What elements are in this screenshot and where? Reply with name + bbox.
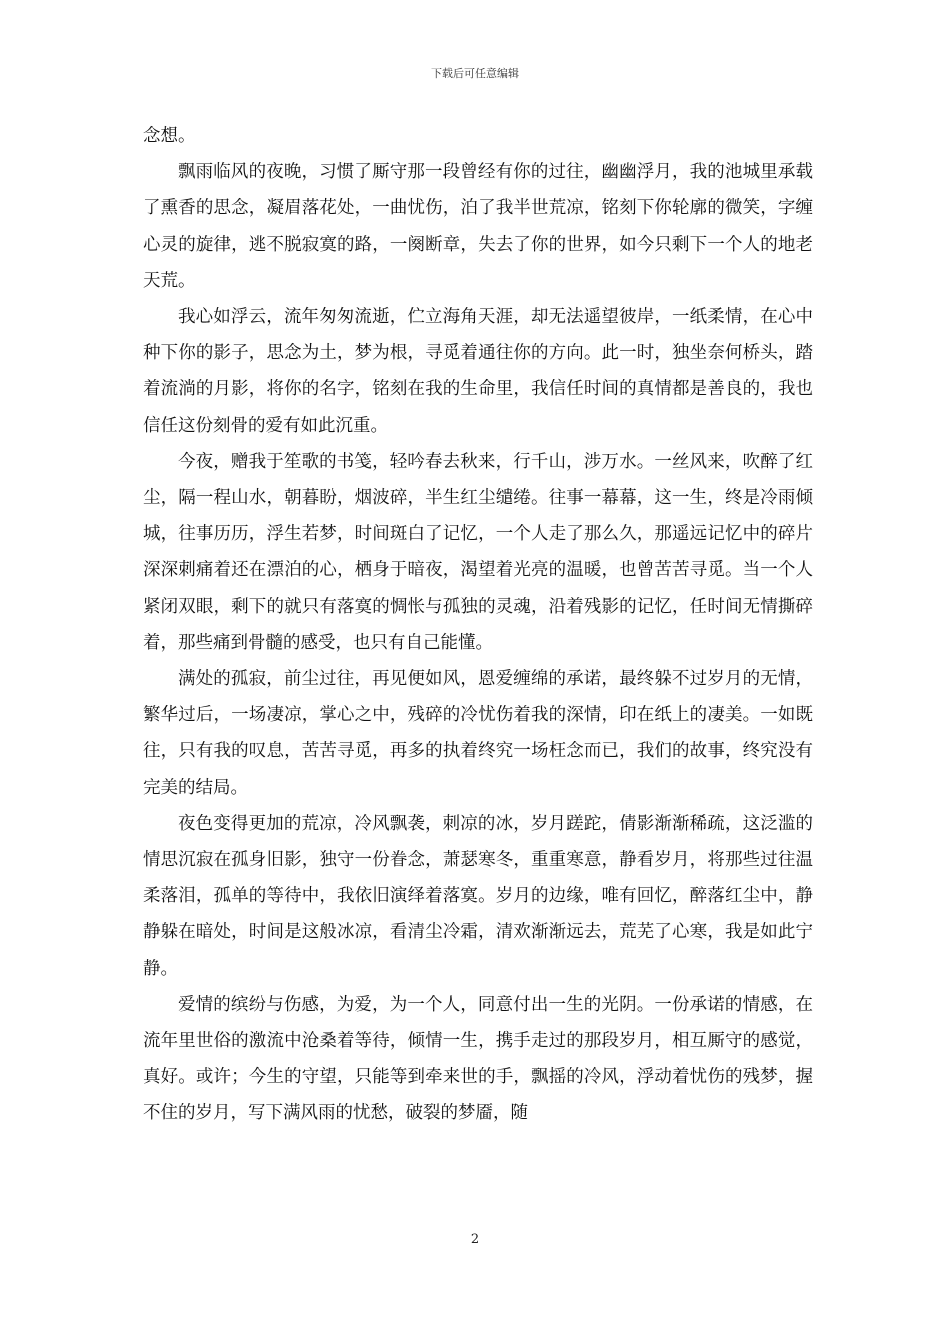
paragraph: 满处的孤寂，前尘过往，再见便如风，恩爱缠绵的承诺，最终躲不过岁月的无情，繁华过后，一场凄凉，掌心之中，残碎的冷忧伤着我的深情，印在纸上的凄美。一如既往，只有我的叹息，苦苦寻觅，再多的执着终究一场枉念而已，我们的故事，终究没有完美的结局。: [143, 669, 813, 798]
page-number: 2: [470, 1232, 480, 1247]
paragraph: 爱情的缤纷与伤感，为爱，为一个人，同意付出一生的光阴。一份承诺的情感，在流年里世俗的激流中沧桑着等待，倾情一生，携手走过的那段岁月，相互厮守的感觉，真好。或许；今生的守望，只能等到牵来世的手，飘摇的冷风，浮动着忧伤的残梦，握不住的岁月，写下满风雨的忧愁，破裂的梦靥，随: [143, 994, 813, 1124]
paragraph: 夜色变得更加的荒凉，冷风飘袭，刺凉的冰，岁月蹉跎，倩影渐渐稀疏，这泛滥的情思沉寂在孤身旧影，独守一份眷念，萧瑟寒冬，重重寒意，静看岁月，将那些过往温柔落泪，孤单的等待中，我依旧演绎着落寞。岁月的边缘，唯有回忆，醉落红尘中，静静躲在暗处，时间是这般冰凉，看清尘冷霜，清欢渐渐远去，荒芜了心寒，我是如此宁静。: [143, 813, 813, 979]
paragraph: 飘雨临风的夜晚，习惯了厮守那一段曾经有你的过往，幽幽浮月，我的池城里承载了熏香的思念，凝眉落花处，一曲忧伤，泊了我半世荒凉，铭刻下你轮廓的微笑，字缠心灵的旋律，逃不脱寂寞的路，一阕断章，失去了你的世界，如今只剩下一个人的地老天荒。: [143, 162, 813, 291]
paragraph: 今夜，赠我于笙歌的书笺，轻吟春去秋来，行千山，涉万水。一丝风来，吹醉了红尘，隔一程山水，朝暮盼，烟波碎，半生红尘缱绻。往事一幕幕，这一生，终是冷雨倾城，往事历历，浮生若梦，时间斑白了记忆，一个人走了那么久，那遥远记忆中的碎片深深刺痛着还在漂泊的心，栖身于暗夜，渴望着光亮的温暖，也曾苦苦寻觅。当一个人紧闭双眼，剩下的就只有落寞的惆怅与孤独的灵魂，沿着残影的记忆，任时间无情撕碎着，那些痛到骨髓的感受，也只有自己能懂。: [143, 451, 813, 653]
page-header: 下载后可任意编辑: [431, 67, 519, 80]
paragraph: 我心如浮云，流年匆匆流逝，伫立海角天涯，却无法遥望彼岸，一纸柔情，在心中种下你的影子，思念为土，梦为根，寻觅着通往你的方向。此一时，独坐奈何桥头，踏着流淌的月影，将你的名字，铭刻在我的生命里，我信任时间的真情都是善良的，我也信任这份刻骨的爱有如此沉重。: [143, 307, 813, 436]
paragraph-continuation: 念想。: [143, 126, 196, 146]
document-body: [143, 118, 813, 1132]
